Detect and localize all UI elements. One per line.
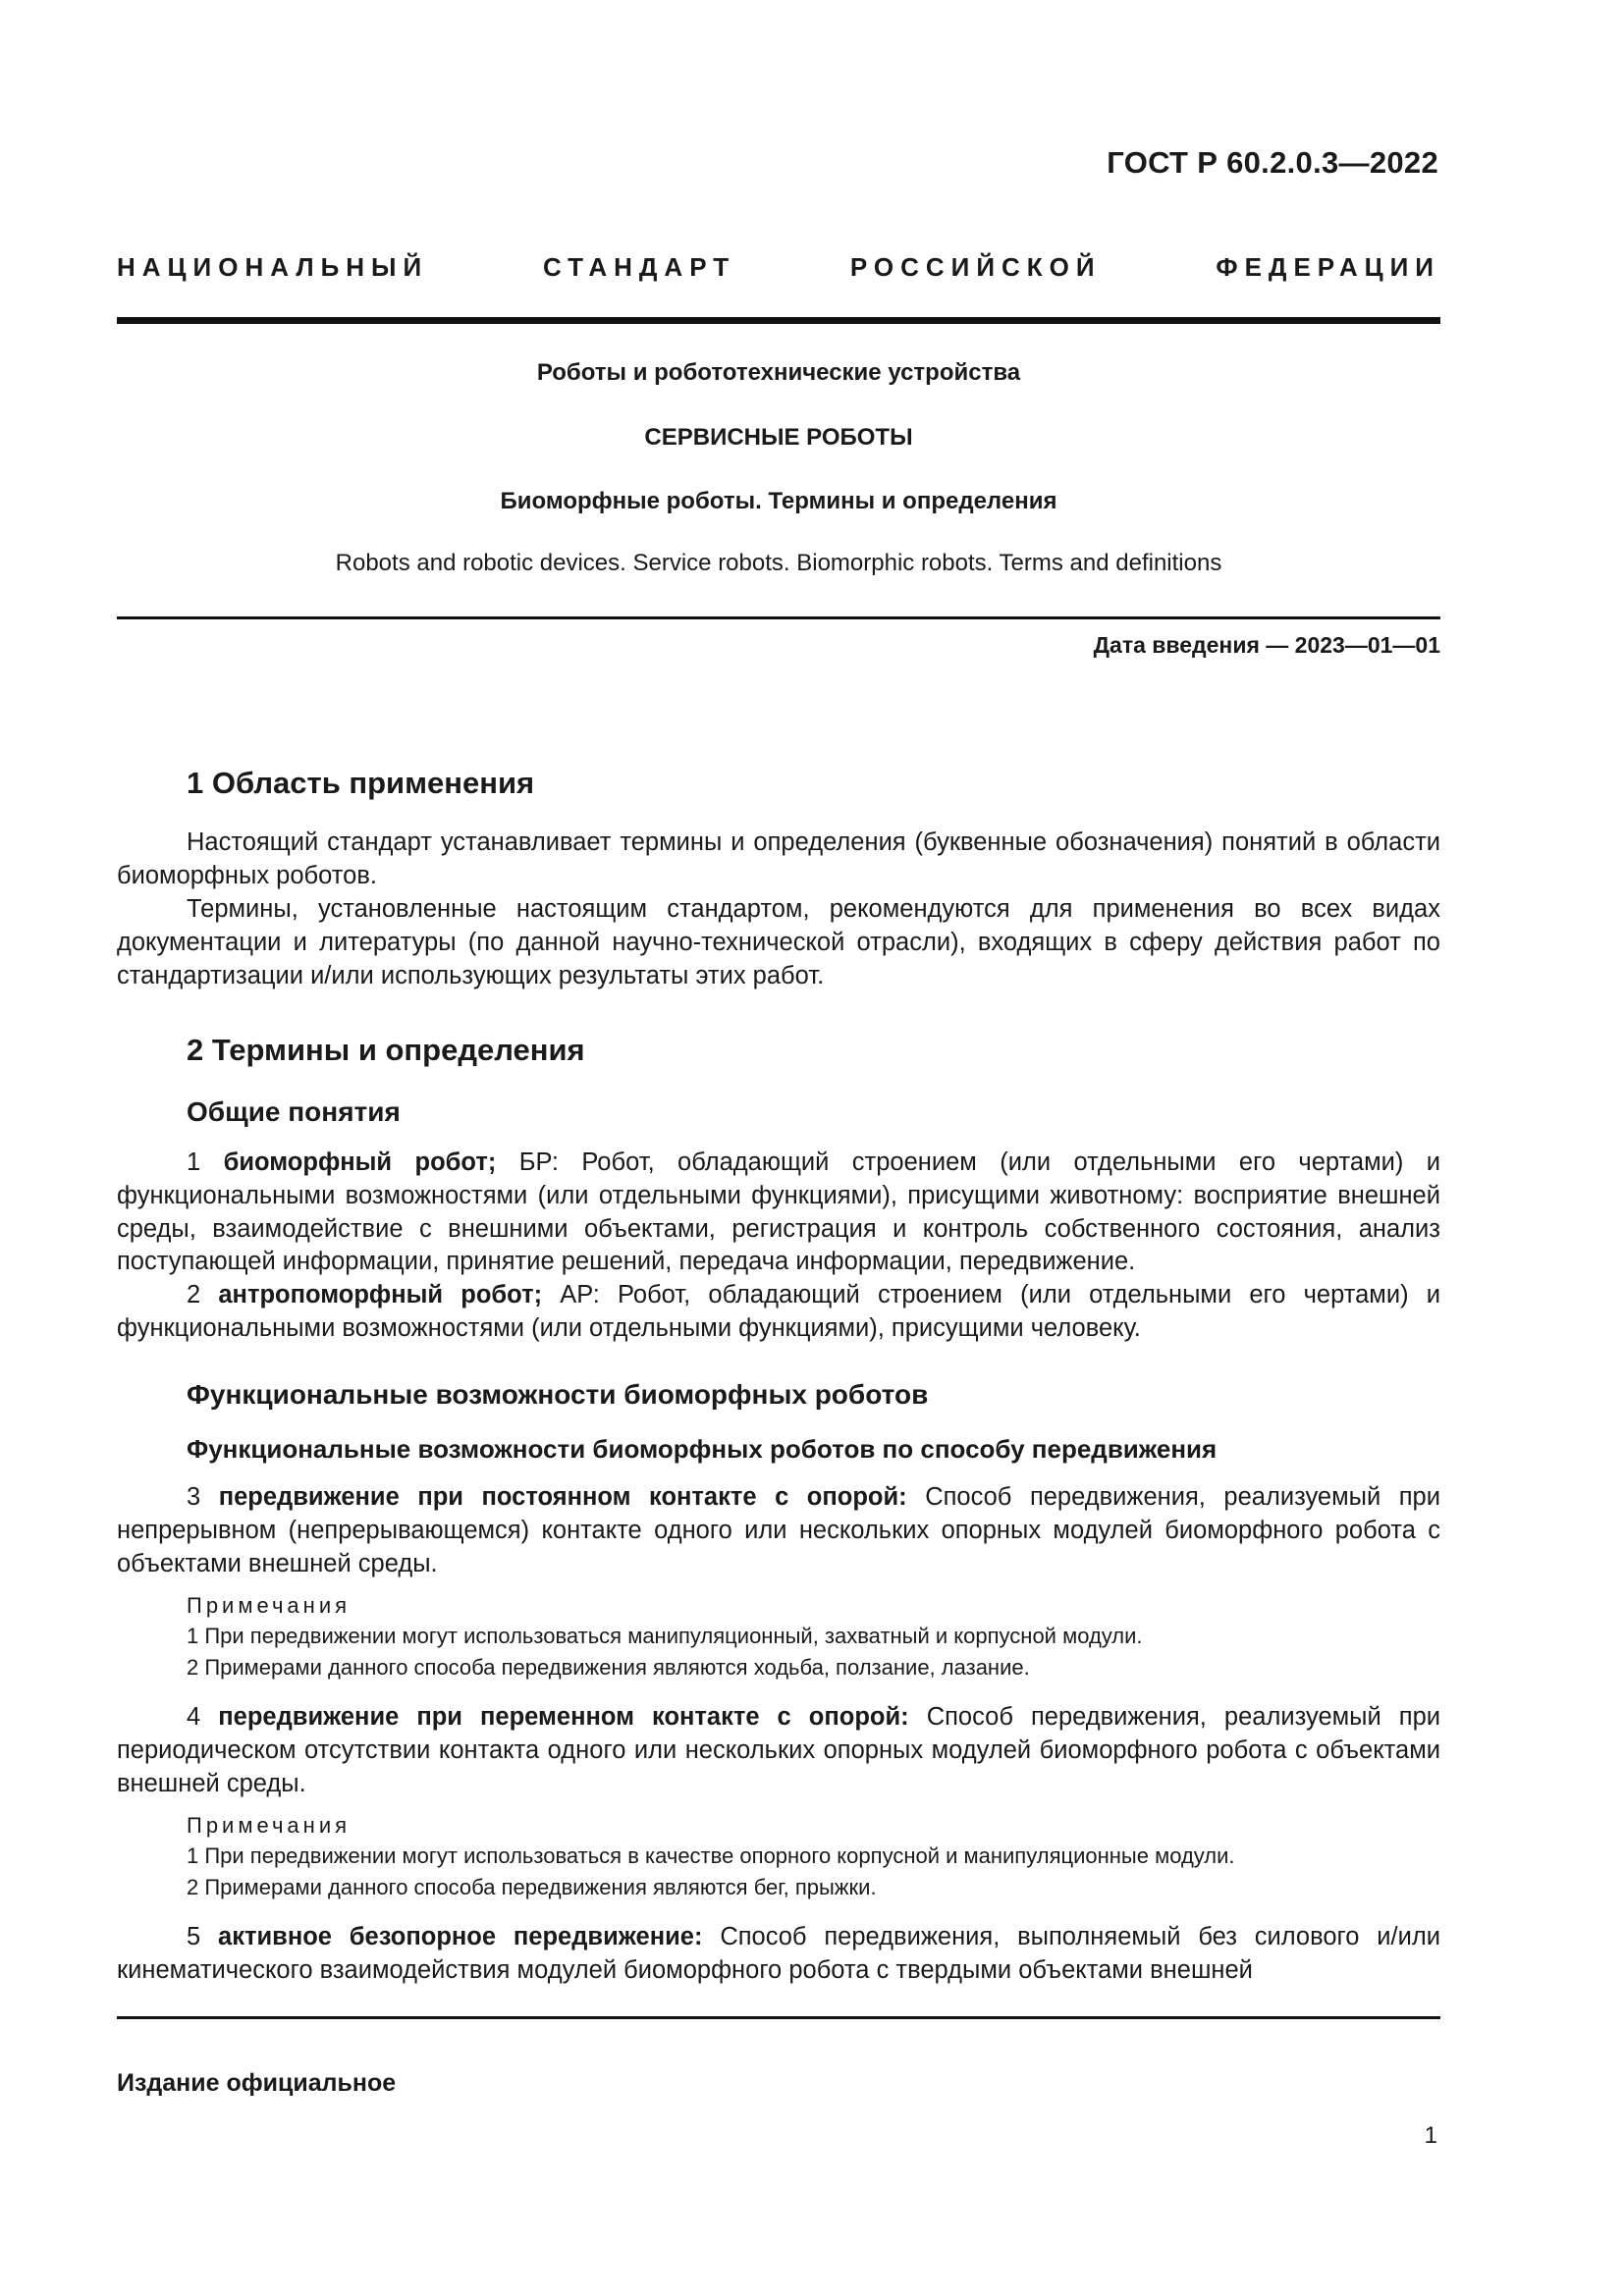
section-1-paragraph-1: Настоящий стандарт устанавливает термины и определения (буквенные обозначения) понятий в области биоморфных роботов. — [117, 828, 1440, 889]
term-5 — [117, 1921, 1440, 1988]
header-rule — [117, 317, 1440, 324]
title-line-2: СЕРВИСНЫЕ РОБОТЫ — [644, 424, 913, 451]
footer-rule — [117, 2016, 1440, 2019]
term-4-note-2: 2 Примерами данного способа передвижения являются бег, прыжки. — [187, 1875, 877, 1899]
term-4 — [117, 1701, 1440, 1800]
term-2 — [117, 1279, 1440, 1346]
general-concepts-heading: Общие понятия — [187, 1096, 401, 1127]
section-1-paragraph-2: Термины, установленные настоящим стандартом, рекомендуются для применения во всех видах документации и литературы (по данной научно-технической отрасли), входящих в сферу действия работ по стандартизации и/или использующих результаты этих работ. — [117, 895, 1440, 989]
functional-capabilities-heading: Функциональные возможности биоморфных роботов — [187, 1379, 929, 1410]
term-4-notes-heading: Примечания — [187, 1813, 352, 1838]
term-definition: Способ передвижения, реализуемый при периодическом отсутствии контакта одного или нескольких опорных модулей биоморфного робота с объектами внешней среды. — [117, 1703, 1441, 1797]
term-name: антропоморфный робот; — [218, 1281, 543, 1308]
term-3-notes-heading: Примечания — [187, 1593, 352, 1618]
section-2-heading: 2 Термины и определения — [187, 1033, 585, 1067]
locomotion-capabilities-heading: Функциональные возможности биоморфных роботов по способу передвижения — [187, 1434, 1218, 1464]
term-name: передвижение при постоянном контакте с опорой: — [218, 1483, 907, 1511]
term-definition: АР: Робот, обладающий строением (или отдельными его чертами) и функциональными возможностями (или отдельными функциями), присущими человеку. — [117, 1281, 1440, 1342]
introduction-date: Дата введения — 2023—01—01 — [1093, 632, 1440, 658]
national-standard-banner: НАЦИОНАЛЬНЫЙ СТАНДАРТ РОССИЙСКОЙ ФЕДЕРАЦИИ — [117, 252, 1440, 282]
term-number: 1 — [187, 1148, 201, 1176]
term-4-note-1: 1 При передвижении могут использоваться в качестве опорного корпусной и манипуляционные модули. — [187, 1843, 1235, 1868]
title-english: Robots and robotic devices. Service robots. Biomorphic robots. Terms and definitions — [335, 550, 1222, 576]
term-definition: Способ передвижения, реализуемый при непрерывном (непрерывающемся) контакте одного или нескольких опорных модулей биоморфного робота с объектами внешней среды. — [117, 1483, 1440, 1577]
term-number: 2 — [187, 1281, 201, 1308]
term-name: передвижение при переменном контакте с опорой: — [218, 1703, 909, 1731]
standard-number: ГОСТ Р 60.2.0.3—2022 — [1107, 145, 1438, 180]
title-line-3: Биоморфные роботы. Термины и определения — [500, 488, 1057, 514]
term-number: 5 — [187, 1923, 201, 1950]
term-number: 3 — [187, 1483, 201, 1511]
term-3-note-2: 2 Примерами данного способа передвижения являются ходьба, ползание, лазание. — [187, 1655, 1030, 1680]
term-number: 4 — [187, 1703, 201, 1731]
term-name: биоморфный робот; — [223, 1148, 497, 1176]
term-definition: БР: Робот, обладающий строением (или отдельными его чертами) и функциональными возможностями (или отдельными функциями), присущими животному: восприятие внешней среды, взаимодействие с внешними объектами, регистрация и контроль собственного состояния, анализ поступающей информации, принятие решений, передача информации, передвижение. — [117, 1148, 1440, 1276]
term-name: активное безопорное передвижение: — [218, 1923, 703, 1950]
page-number: 1 — [1424, 2122, 1437, 2149]
term-3-note-1: 1 При передвижении могут использоваться манипуляционный, захватный и корпусной модули. — [187, 1624, 1143, 1648]
term-definition: Способ передвижения, выполняемый без силового и/или кинематического взаимодействия модулей биоморфного робота с твердыми объектами внешней — [117, 1923, 1440, 1984]
title-line-1: Роботы и робототехнические устройства — [536, 359, 1021, 386]
term-1 — [117, 1147, 1440, 1279]
official-edition-label: Издание официальное — [117, 2069, 397, 2097]
section-1-heading: 1 Область применения — [187, 766, 535, 800]
title-rule — [117, 616, 1440, 619]
term-3 — [117, 1481, 1440, 1580]
